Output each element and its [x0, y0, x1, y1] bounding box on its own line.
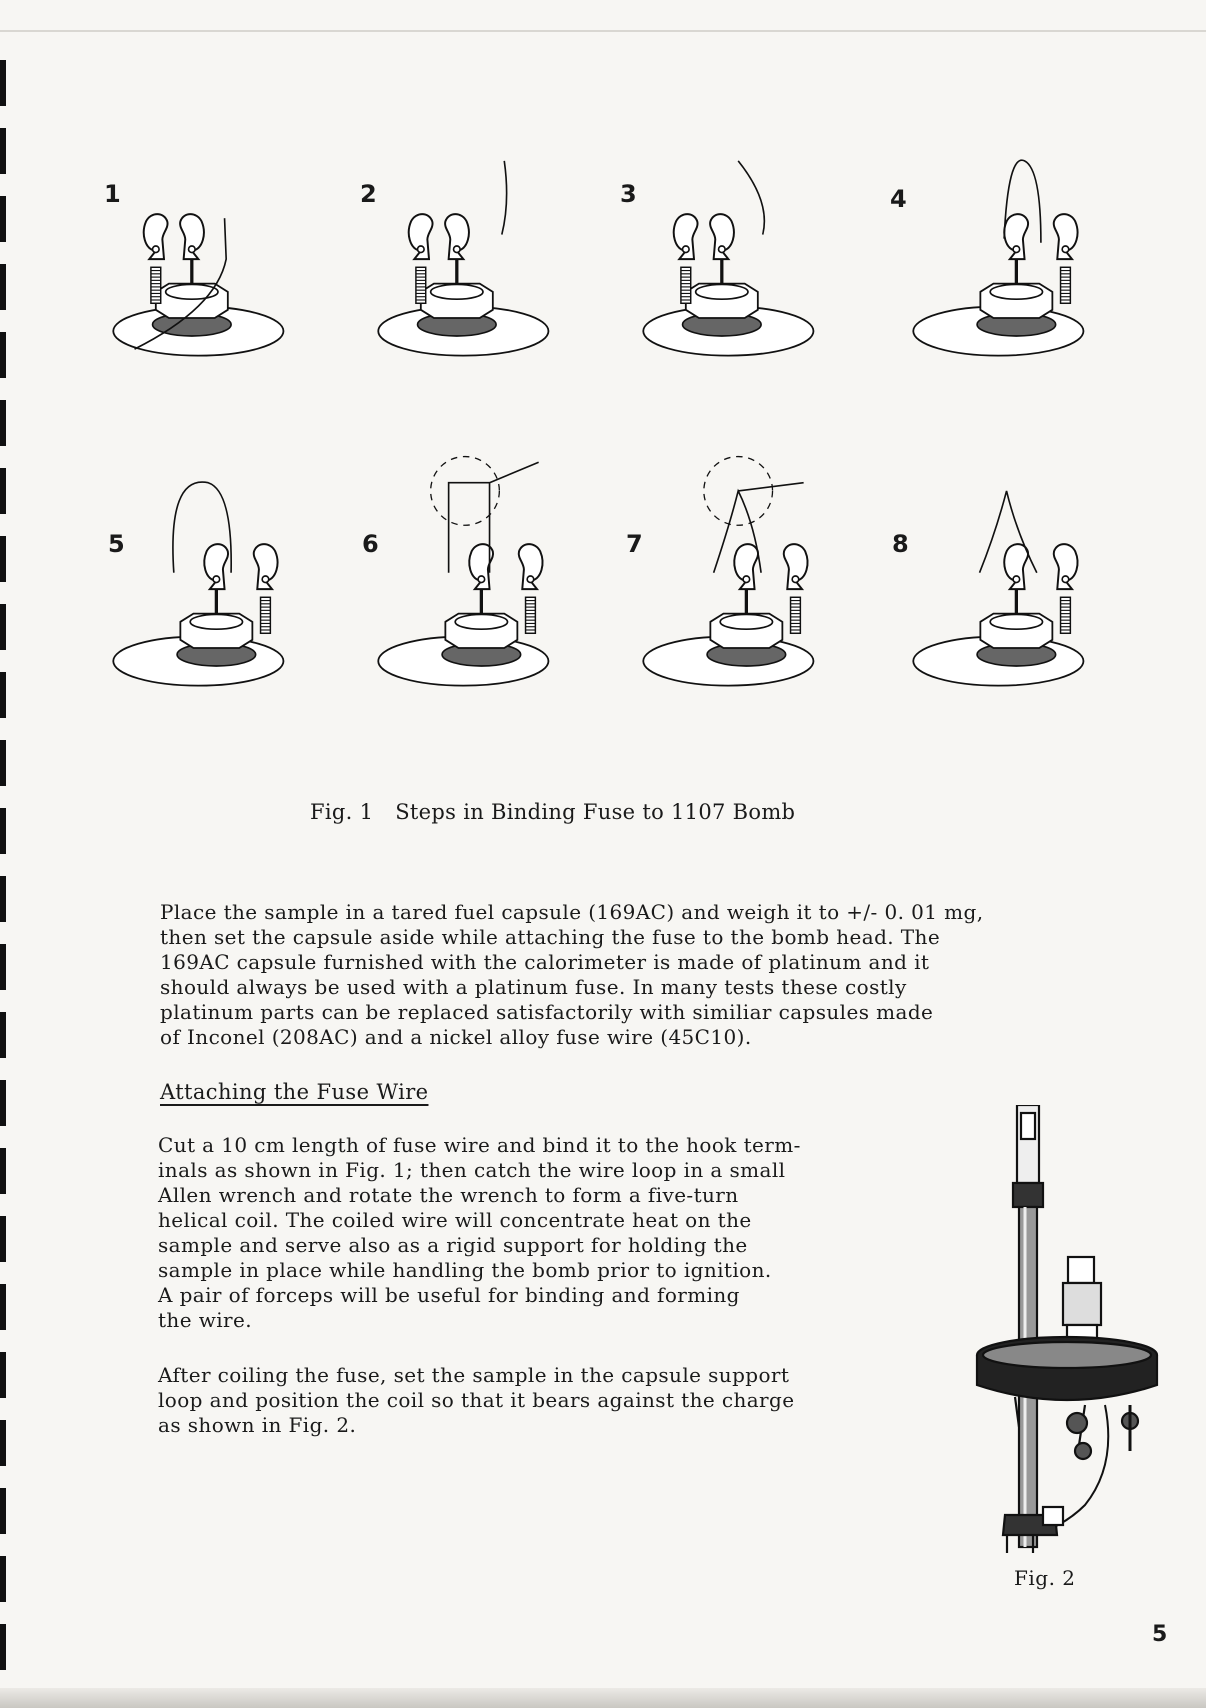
text-line: Cut a 10 cm length of fuse wire and bind it to the hook term-: [158, 1133, 801, 1157]
binding-ring: [0, 264, 6, 310]
figure-1: [70, 120, 1190, 770]
binding-ring: [0, 468, 6, 514]
text-line: sample and serve also as a rigid support for holding the: [158, 1233, 748, 1257]
binding-ring: [0, 196, 6, 242]
figure-2-caption: Fig. 2: [1014, 1566, 1076, 1590]
text-line: of Inconel (208AC) and a nickel alloy fuse wire (45C10).: [160, 1025, 752, 1049]
fuse-step-drawing: [870, 450, 1130, 720]
fuse-step-drawing: [870, 120, 1130, 390]
binding-ring: [0, 332, 6, 378]
text-line: platinum parts can be replaced satisfactorily with similiar capsules made: [160, 1000, 934, 1024]
binding-ring: [0, 1012, 6, 1058]
intro-paragraph: [160, 900, 1160, 1050]
step-number: 3: [620, 180, 637, 208]
fuse-step-1: [70, 120, 330, 390]
fuse-step-2: [335, 120, 595, 390]
binding-ring: [0, 604, 6, 650]
text-line: then set the capsule aside while attaching the fuse to the bomb head. The: [160, 925, 941, 949]
text-line: 169AC capsule furnished with the calorimeter is made of platinum and it: [160, 950, 930, 974]
binding-ring: [0, 876, 6, 922]
binding-ring: [0, 1352, 6, 1398]
fuse-step-4: [870, 120, 1130, 390]
text-line: the wire.: [158, 1308, 252, 1332]
binding-ring: [0, 400, 6, 446]
binding-ring: [0, 1216, 6, 1262]
binding-ring: [0, 944, 6, 990]
section-heading: Attaching the Fuse Wire: [160, 1080, 429, 1104]
binding-ring: [0, 1284, 6, 1330]
fuse-step-7: [600, 450, 860, 720]
step-number: 4: [890, 185, 907, 213]
figure-1-title: Steps in Binding Fuse to 1107 Bomb: [395, 800, 796, 824]
fuse-step-drawing: [600, 450, 860, 720]
fuse-step-5: [70, 450, 330, 720]
step-number: 6: [362, 530, 379, 558]
binding-ring: [0, 1624, 6, 1670]
text-line: inals as shown in Fig. 1; then catch the wire loop in a small: [158, 1158, 786, 1182]
text-line: loop and position the coil so that it bears against the charge: [158, 1388, 795, 1412]
step-number: 5: [108, 530, 125, 558]
fuse-step-drawing: [335, 120, 595, 390]
binding-ring: [0, 672, 6, 718]
binding-ring: [0, 1556, 6, 1602]
binding-ring: [0, 1488, 6, 1534]
step-number: 1: [104, 180, 121, 208]
binding-ring: [0, 60, 6, 106]
page-bottom-edge: [0, 1688, 1206, 1708]
step-number: 2: [360, 180, 377, 208]
text-line: helical coil. The coiled wire will concentrate heat on the: [158, 1208, 752, 1232]
bomb-head-illustration: [965, 1105, 1170, 1565]
step-number: 7: [626, 530, 643, 558]
binding-ring: [0, 740, 6, 786]
figure-1-caption: [310, 800, 795, 824]
page-number: 5: [1152, 1622, 1168, 1647]
fuse-step-3: [600, 120, 860, 390]
binding-ring: [0, 1080, 6, 1126]
text-line: After coiling the fuse, set the sample in the capsule support: [158, 1363, 790, 1387]
fuse-step-drawing: [70, 450, 330, 720]
fuse-step-8: [870, 450, 1130, 720]
text-line: sample in place while handling the bomb prior to ignition.: [158, 1258, 772, 1282]
text-line: should always be used with a platinum fuse. In many tests these costly: [160, 975, 907, 999]
text-line: Allen wrench and rotate the wrench to form a five-turn: [158, 1183, 739, 1207]
fuse-step-drawing: [335, 450, 595, 720]
fuse-step-drawing: [70, 120, 330, 390]
binding-ring: [0, 536, 6, 582]
coil-paragraph: [158, 1363, 948, 1438]
page-top-edge: [0, 30, 1206, 32]
fuse-step-drawing: [600, 120, 860, 390]
step-number: 8: [892, 530, 909, 558]
binding-ring: [0, 1148, 6, 1194]
binding-ring: [0, 808, 6, 854]
text-line: A pair of forceps will be useful for binding and forming: [158, 1283, 740, 1307]
binding-ring: [0, 128, 6, 174]
figure-1-label: Fig. 1: [310, 800, 374, 824]
text-line: Place the sample in a tared fuel capsule (169AC) and weigh it to +/- 0. 01 mg,: [160, 900, 984, 924]
fuse-step-6: [335, 450, 595, 720]
spiral-binding: [0, 60, 14, 1680]
binding-ring: [0, 1420, 6, 1466]
fuse-paragraph: [158, 1133, 948, 1333]
text-line: as shown in Fig. 2.: [158, 1413, 357, 1437]
